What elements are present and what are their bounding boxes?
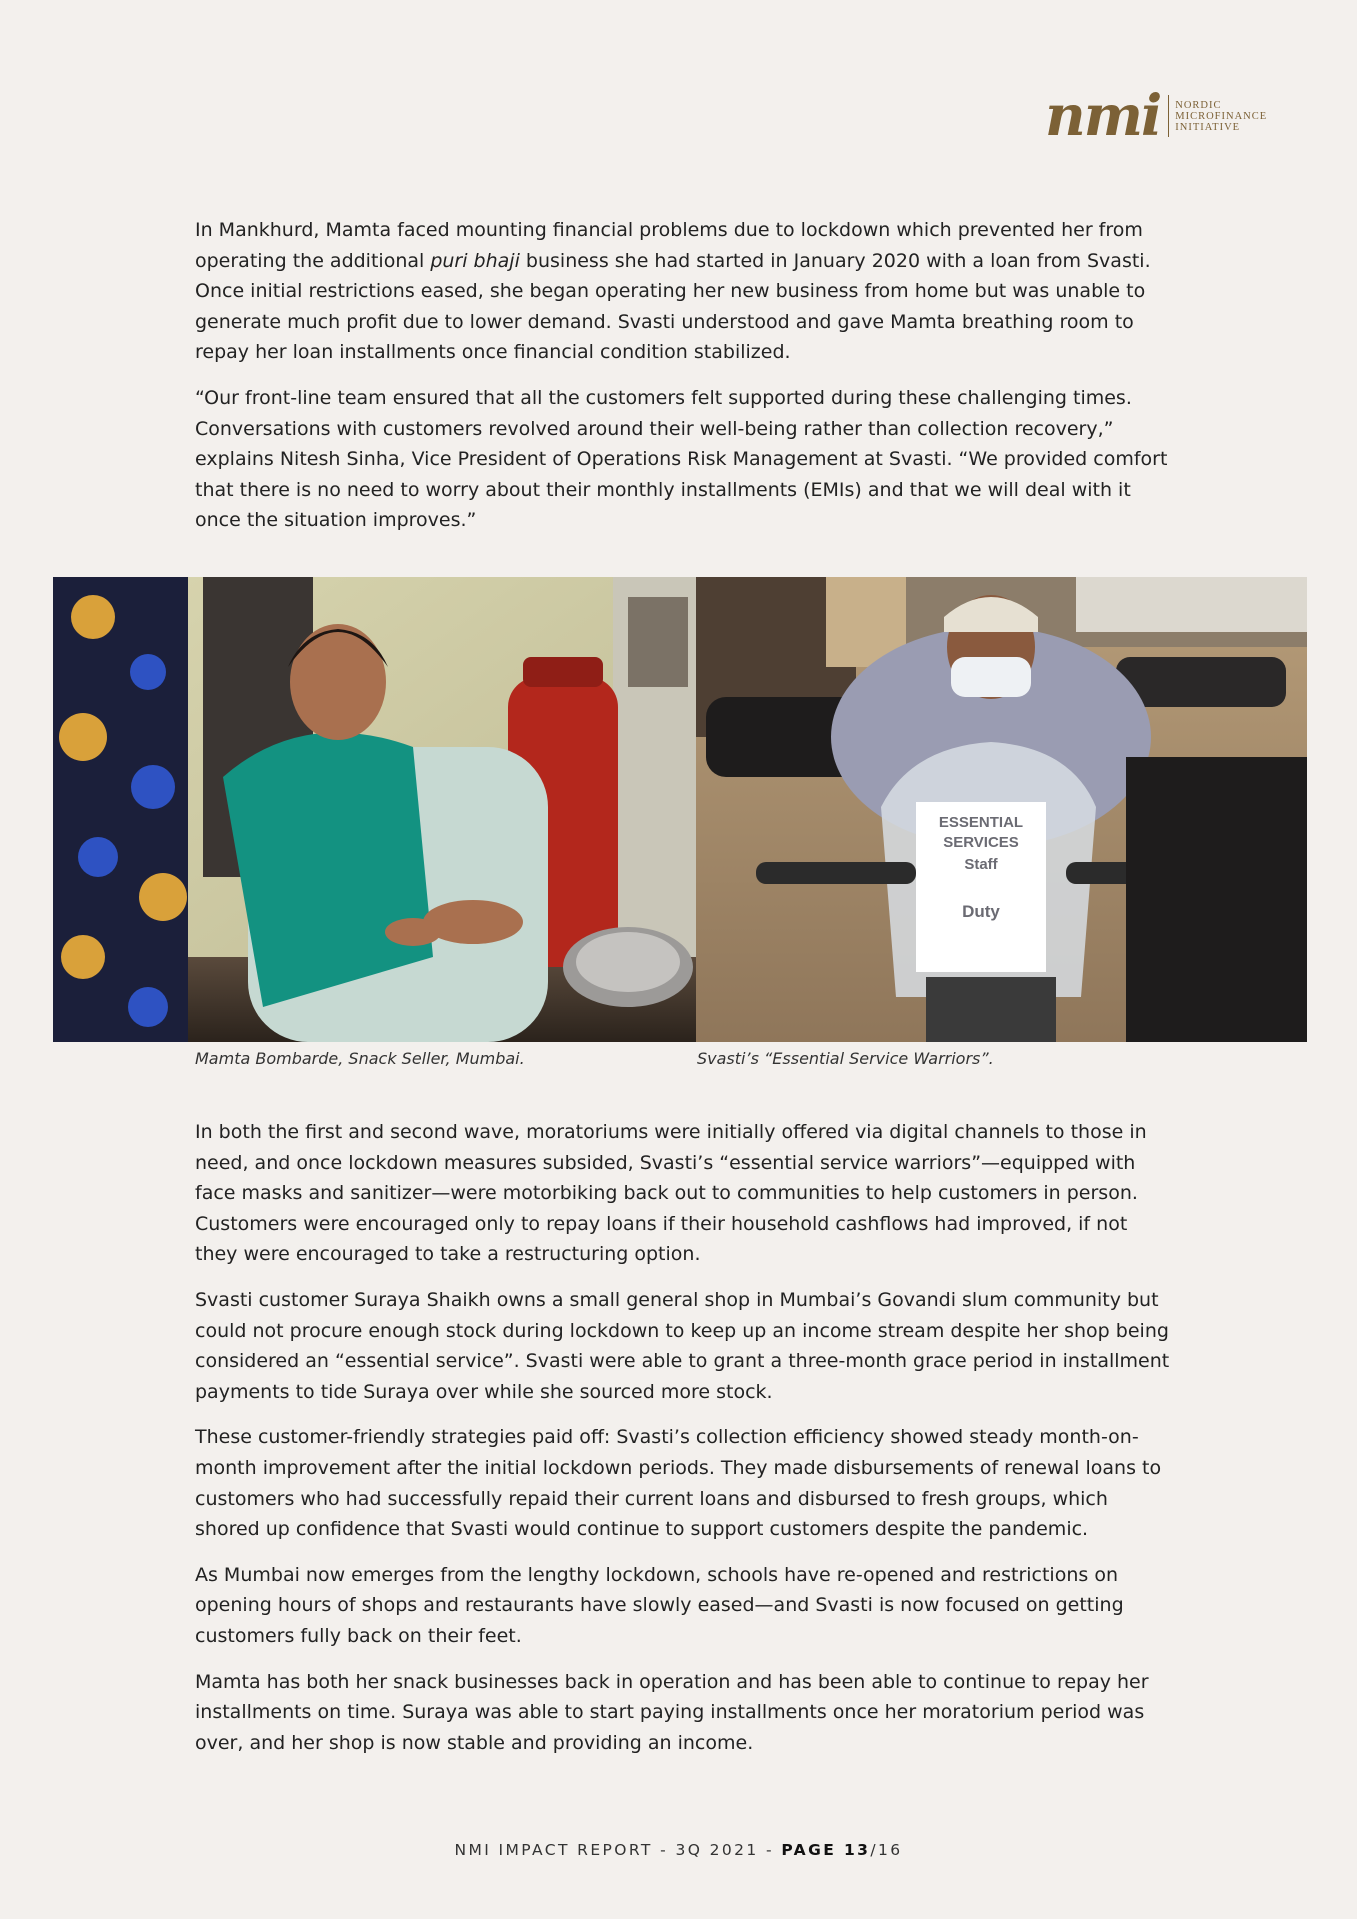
intro-text: In Mankhurd, Mamta faced mounting financial problems due to lockdown which prevented her from operating the additional	[195, 219, 1143, 272]
sign-text: ESSENTIAL	[938, 814, 1024, 831]
body-paragraph: Mamta has both her snack businesses back in operation and has been able to continue to repay her installments on time. Suraya was able to start paying installments once her moratorium period was over, and her shop is now stable and providing an income.	[195, 1670, 1149, 1754]
logo-mark: nmi	[1045, 83, 1161, 149]
photo-strip	[53, 577, 1307, 1042]
body-section	[195, 1117, 1175, 1758]
page-footer	[0, 1841, 1357, 1859]
intro-emphasis: puri bhaji	[430, 249, 520, 272]
photo-caption-left: Mamta Bombarde, Snack Seller, Mumbai.	[195, 1049, 525, 1068]
sign-text: Staff	[964, 856, 998, 873]
footer-page-number: PAGE 13	[781, 1841, 871, 1859]
logo-text	[1175, 100, 1267, 133]
body-paragraph: In both the first and second wave, moratoriums were initially offered via digital channels to those in need, and once lockdown measures subsided, Svasti’s “essential service warriors”—equipped with face masks and sanitizer—were motorbiking back out to communities to help customers in person. Customers were encouraged only to repay loans if their household cashflows had improved, if not they were encouraged to take a restructuring option.	[195, 1121, 1147, 1266]
body-paragraph: As Mumbai now emerges from the lengthy lockdown, schools have re-opened and restrictions on opening hours of shops and restaurants have slowly eased—and Svasti is now focused on getting customers fully back on their feet.	[195, 1563, 1124, 1647]
intro-section	[195, 215, 1175, 536]
body-paragraph: These customer-friendly strategies paid off: Svasti’s collection efficiency showed steady month-on-month improvement after the initial lockdown periods. They made disbursements of renewal loans to customers who had successfully repaid their current loans and disbursed to fresh groups, which shored up confidence that Svasti would continue to support customers despite the pandemic.	[195, 1426, 1162, 1541]
footer-page-total: /16	[870, 1841, 903, 1859]
logo-divider	[1168, 95, 1169, 137]
intro-paragraph	[195, 215, 1175, 368]
sign-text: SERVICES	[943, 834, 1019, 851]
intro-text: business she had started in January 2020 with a loan from Svasti. Once initial restrictions eased, she began operating her new business from home but was unable to generate much profit due to lower demand. Svasti understood and gave Mamta breathing room to repay her loan installments once financial condition stabilized.	[195, 249, 1151, 364]
sign-text: Duty	[962, 902, 1000, 921]
photo-mamta	[53, 577, 696, 1042]
logo-text-line: NORDIC	[1175, 99, 1222, 111]
body-paragraph: Svasti customer Suraya Shaikh owns a small general shop in Mumbai’s Govandi slum community but could not procure enough stock during lockdown to keep up an income stream despite her shop being considered an “essential service”. Svasti were able to grant a three-month grace period in installment payments to tide Suraya over while she sourced more stock.	[195, 1288, 1170, 1403]
photo-essential-service	[696, 577, 1307, 1042]
quote-paragraph: “Our front-line team ensured that all the customers felt supported during these challenging times. Conversations with customers revolved around their well-being rather than collection recovery,” explains Nitesh Sinha, Vice President of Operations Risk Management at Svasti. “We provided comfort that there is no need to worry about their monthly installments (EMIs) and that we will deal with it once the situation improves.”	[195, 386, 1168, 532]
logo-text-line: INITIATIVE	[1175, 121, 1241, 133]
nmi-logo	[1045, 83, 1268, 149]
photo-caption-right: Svasti’s “Essential Service Warriors”.	[697, 1049, 994, 1068]
logo-text-line: MICROFINANCE	[1175, 110, 1268, 122]
footer-report-label: NMI IMPACT REPORT - 3Q 2021 -	[454, 1841, 782, 1859]
